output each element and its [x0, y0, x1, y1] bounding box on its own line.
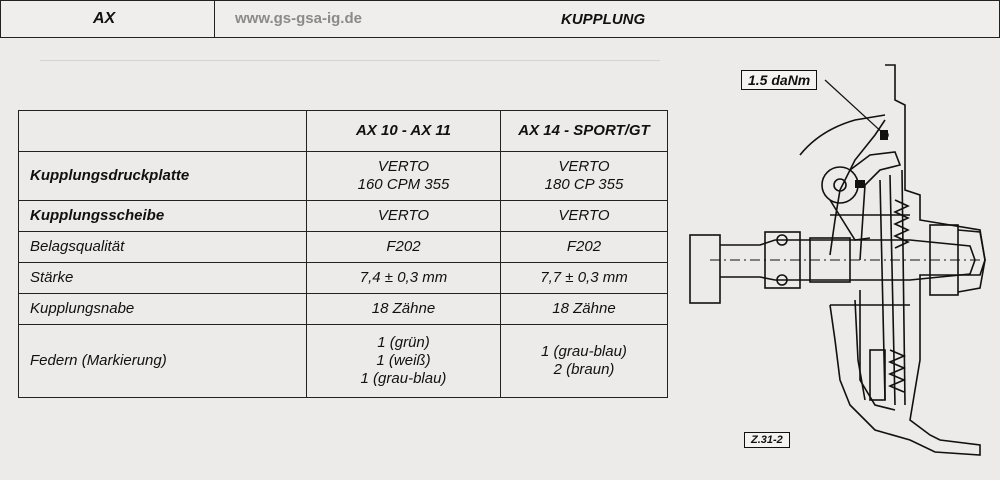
- row-label: Stärke: [19, 263, 307, 294]
- cell-ax10: VERTO 160 CPM 355: [307, 152, 501, 201]
- table-row: [19, 325, 668, 398]
- clutch-spec-table: [18, 110, 668, 398]
- row-label: Kupplungsnabe: [19, 294, 307, 325]
- cell-ax14: F202: [501, 232, 668, 263]
- cell-ax10: 1 (grün) 1 (weiß) 1 (grau-blau): [307, 325, 501, 398]
- cell-ax14: VERTO: [501, 201, 668, 232]
- table-row: [19, 232, 668, 263]
- cell-ax10: VERTO: [307, 201, 501, 232]
- cell-ax14: 18 Zähne: [501, 294, 668, 325]
- table-row: [19, 263, 668, 294]
- row-label: Kupplungsdruckplatte: [19, 152, 307, 201]
- row-label: Belagsqualität: [19, 232, 307, 263]
- cell-ax10: F202: [307, 232, 501, 263]
- table-header-row: [19, 111, 668, 152]
- figure-reference: Z.31-2: [744, 432, 790, 448]
- table-header-empty: [19, 111, 307, 152]
- page-title: KUPPLUNG: [561, 11, 646, 28]
- cell-ax10: 7,4 ± 0,3 mm: [307, 263, 501, 294]
- torque-callout: 1.5 daNm: [741, 70, 817, 90]
- bleed-through-decoration: [40, 60, 660, 101]
- cell-ax14: 1 (grau-blau) 2 (braun): [501, 325, 668, 398]
- cell-ax10: 18 Zähne: [307, 294, 501, 325]
- page-header: [0, 0, 1000, 38]
- website-watermark: www.gs-gsa-ig.de: [235, 10, 362, 27]
- cell-ax14: VERTO 180 CP 355: [501, 152, 668, 201]
- row-label: Kupplungsscheibe: [19, 201, 307, 232]
- table-row: [19, 152, 668, 201]
- table-row: [19, 294, 668, 325]
- model-label: AX: [1, 1, 215, 37]
- table-header-ax10: AX 10 - AX 11: [307, 111, 501, 152]
- cell-ax14: 7,7 ± 0,3 mm: [501, 263, 668, 294]
- table-header-ax14: AX 14 - SPORT/GT: [501, 111, 668, 152]
- table-row: [19, 201, 668, 232]
- clutch-cross-section-drawing: [680, 60, 995, 470]
- row-label: Federn (Markierung): [19, 325, 307, 398]
